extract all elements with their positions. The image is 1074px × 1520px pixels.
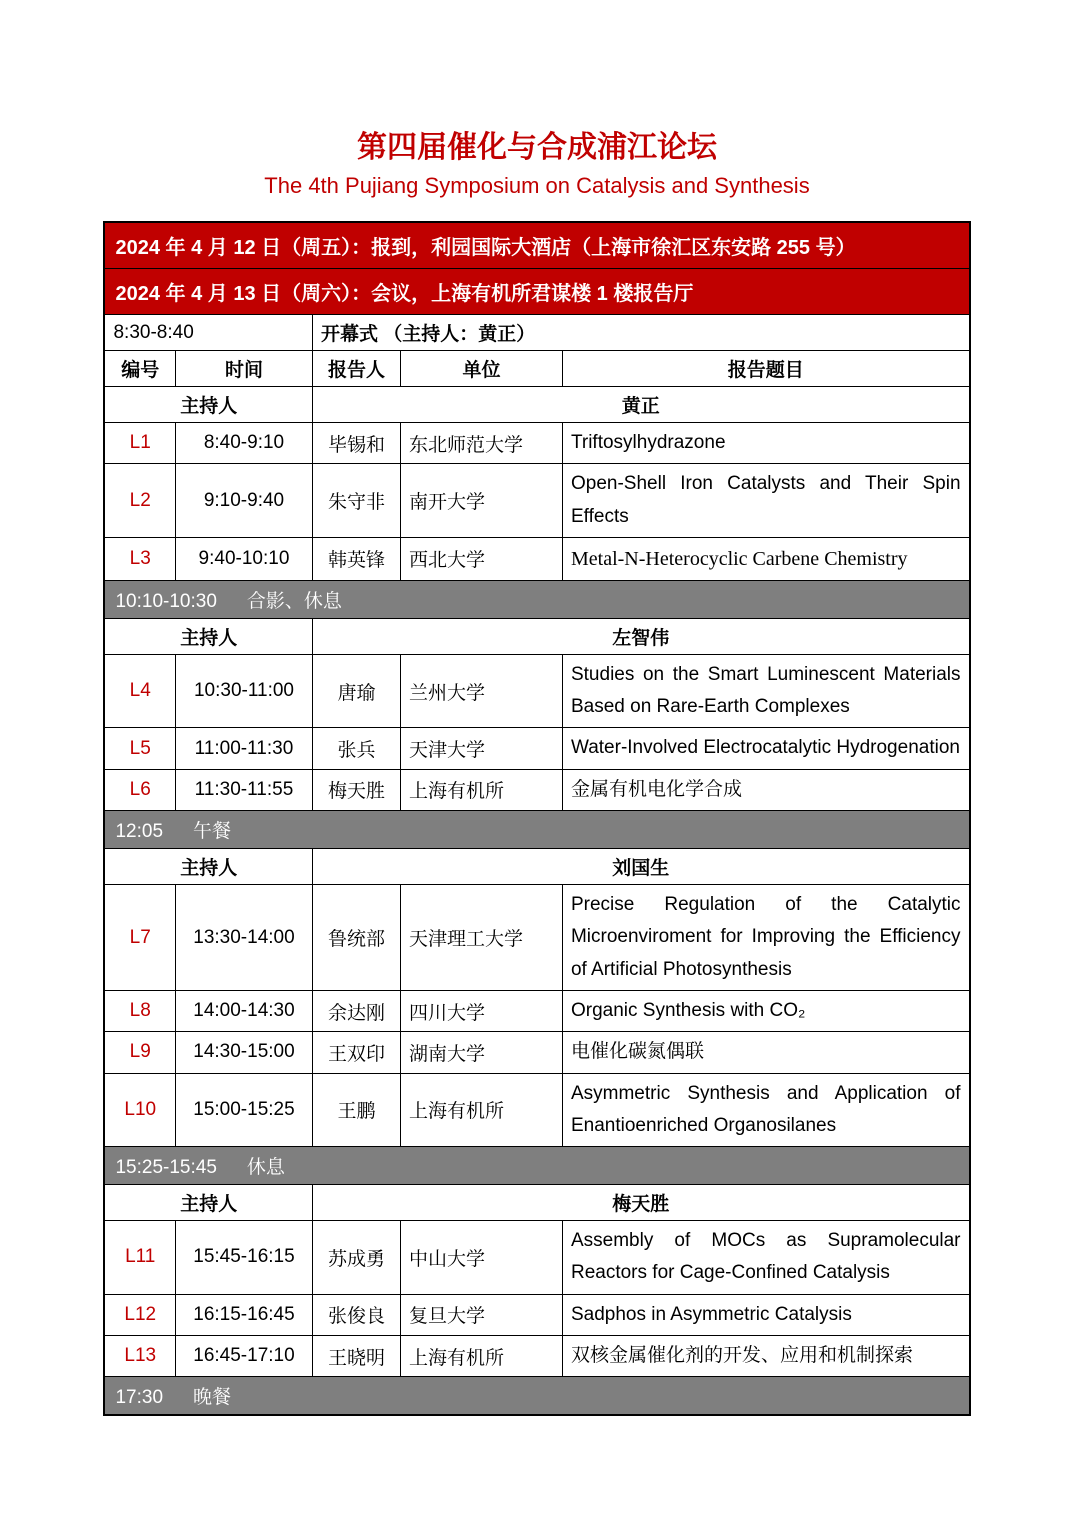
talk-time: 15:45-16:15: [175, 1221, 312, 1295]
talk-affiliation: 南开大学: [400, 464, 562, 538]
talk-title: Water-Involved Electrocatalytic Hydrogenation: [562, 728, 969, 769]
chair-name: 左智伟: [312, 618, 969, 654]
talk-affiliation: 上海有机所: [400, 769, 562, 810]
break-banner: [104, 1377, 969, 1416]
talk-affiliation: 上海有机所: [400, 1073, 562, 1147]
talk-id: L1: [104, 423, 175, 464]
page-subtitle: The 4th Pujiang Symposium on Catalysis and Synthesis: [264, 173, 810, 198]
talk-row: [104, 990, 969, 1031]
chair-row: [104, 1185, 969, 1221]
talk-speaker: 苏成勇: [312, 1221, 400, 1295]
break-time: 12:05: [115, 821, 164, 843]
talk-row: [104, 1294, 969, 1335]
talk-affiliation: 中山大学: [400, 1221, 562, 1295]
talk-row: [104, 1221, 969, 1295]
talk-speaker: 唐瑜: [312, 654, 400, 728]
talk-affiliation: 天津大学: [400, 728, 562, 769]
talk-affiliation: 东北师范大学: [400, 423, 562, 464]
talk-id: L8: [104, 990, 175, 1031]
column-header: 单位: [400, 351, 562, 387]
talk-time: 9:40-10:10: [175, 537, 312, 580]
chair-label: 主持人: [104, 1185, 312, 1221]
header-row: [104, 351, 969, 387]
opening-time: 8:30-8:40: [104, 315, 312, 351]
break-label: 休息: [246, 1157, 285, 1179]
talk-time: 13:30-14:00: [175, 885, 312, 991]
talk-row: [104, 885, 969, 991]
talk-id: L5: [104, 728, 175, 769]
talk-speaker: 王鹏: [312, 1073, 400, 1147]
talk-affiliation: 兰州大学: [400, 654, 562, 728]
talk-title: Open-Shell Iron Catalysts and Their Spin Effects: [562, 464, 969, 538]
chair-row: [104, 387, 969, 423]
column-header: 报告人: [312, 351, 400, 387]
talk-time: 14:00-14:30: [175, 990, 312, 1031]
break-time: 17:30: [115, 1387, 164, 1409]
talk-title: 电催化碳氮偶联: [562, 1032, 969, 1073]
talk-speaker: 朱守非: [312, 464, 400, 538]
talk-affiliation: 西北大学: [400, 537, 562, 580]
talk-affiliation: 四川大学: [400, 990, 562, 1031]
talk-id: L10: [104, 1073, 175, 1147]
talk-id: L6: [104, 769, 175, 810]
talk-title: Assembly of MOCs as Supramolecular Reactors for Cage-Confined Catalysis: [562, 1221, 969, 1295]
talk-time: 16:45-17:10: [175, 1336, 312, 1377]
column-header: 报告题目: [562, 351, 969, 387]
talk-id: L12: [104, 1294, 175, 1335]
talk-row: [104, 1032, 969, 1073]
chair-row: [104, 618, 969, 654]
talk-speaker: 韩英锋: [312, 537, 400, 580]
talk-affiliation: 天津理工大学: [400, 885, 562, 991]
talk-time: 10:30-11:00: [175, 654, 312, 728]
talk-id: L7: [104, 885, 175, 991]
talk-id: L9: [104, 1032, 175, 1073]
program-table: [103, 221, 970, 1416]
talk-affiliation: 复旦大学: [400, 1294, 562, 1335]
talk-row: [104, 1336, 969, 1377]
talk-time: 15:00-15:25: [175, 1073, 312, 1147]
talk-title: 双核金属催化剂的开发、应用和机制探索: [562, 1336, 969, 1377]
talk-speaker: 余达刚: [312, 990, 400, 1031]
talk-id: L11: [104, 1221, 175, 1295]
talk-title: Sadphos in Asymmetric Catalysis: [562, 1294, 969, 1335]
chair-name: 刘国生: [312, 849, 969, 885]
break-row: [104, 1377, 969, 1416]
talk-id: L13: [104, 1336, 175, 1377]
chair-label: 主持人: [104, 618, 312, 654]
break-label: 合影、休息: [246, 590, 342, 612]
chair-name: 梅天胜: [312, 1185, 969, 1221]
talk-title: Metal-N-Heterocyclic Carbene Chemistry: [562, 537, 969, 580]
talk-speaker: 王晓明: [312, 1336, 400, 1377]
chair-row: [104, 849, 969, 885]
break-time: 15:25-15:45: [115, 1157, 217, 1179]
break-banner: [104, 1147, 969, 1185]
talk-speaker: 鲁统部: [312, 885, 400, 991]
talk-title: Precise Regulation of the Catalytic Microenviroment for Improving the Efficiency of Artificial Photosynthesis: [562, 885, 969, 991]
break-row: [104, 580, 969, 618]
talk-id: L4: [104, 654, 175, 728]
talk-row: [104, 1073, 969, 1147]
talk-speaker: 王双印: [312, 1032, 400, 1073]
break-time: 10:10-10:30: [115, 590, 217, 612]
chair-name: 黄正: [312, 387, 969, 423]
break-row: [104, 811, 969, 849]
talk-row: [104, 537, 969, 580]
talk-row: [104, 423, 969, 464]
talk-speaker: 毕锡和: [312, 423, 400, 464]
chair-label: 主持人: [104, 387, 312, 423]
opening-session-title: 开幕式 （主持人：黄正）: [312, 315, 969, 351]
talk-row: [104, 654, 969, 728]
talk-title: 金属有机电化学合成: [562, 769, 969, 810]
date-banner: 2024 年 4 月 12 日（周五）：报到，利园国际大酒店（上海市徐汇区东安路 255 号）: [104, 222, 969, 269]
talk-row: [104, 728, 969, 769]
page-title: 第四届催化与合成浦江论坛: [357, 131, 717, 164]
talk-time: 9:10-9:40: [175, 464, 312, 538]
break-banner: [104, 811, 969, 849]
talk-affiliation: 上海有机所: [400, 1336, 562, 1377]
chair-label: 主持人: [104, 849, 312, 885]
talk-affiliation: 湖南大学: [400, 1032, 562, 1073]
talk-id: L3: [104, 537, 175, 580]
column-header: 编号: [104, 351, 175, 387]
talk-title: Organic Synthesis with CO₂: [562, 990, 969, 1031]
talk-title: Triftosylhydrazone: [562, 423, 969, 464]
break-banner: [104, 580, 969, 618]
talk-speaker: 梅天胜: [312, 769, 400, 810]
talk-speaker: 张兵: [312, 728, 400, 769]
break-row: [104, 1147, 969, 1185]
banner-row: [104, 222, 969, 269]
talk-time: 8:40-9:10: [175, 423, 312, 464]
column-header: 时间: [175, 351, 312, 387]
date-banner: 2024 年 4 月 13 日（周六）：会议，上海有机所君谋楼 1 楼报告厅: [104, 269, 969, 315]
talk-time: 16:15-16:45: [175, 1294, 312, 1335]
talk-time: 14:30-15:00: [175, 1032, 312, 1073]
talk-time: 11:30-11:55: [175, 769, 312, 810]
talk-row: [104, 464, 969, 538]
program-table-body: [104, 222, 969, 1415]
talk-title: Asymmetric Synthesis and Application of Enantioenriched Organosilanes: [562, 1073, 969, 1147]
break-label: 晚餐: [193, 1387, 232, 1409]
talk-title: Studies on the Smart Luminescent Materials Based on Rare-Earth Complexes: [562, 654, 969, 728]
opening-row: [104, 315, 969, 351]
talk-speaker: 张俊良: [312, 1294, 400, 1335]
talk-id: L2: [104, 464, 175, 538]
talk-row: [104, 769, 969, 810]
talk-time: 11:00-11:30: [175, 728, 312, 769]
banner-row: [104, 269, 969, 315]
break-label: 午餐: [193, 821, 232, 843]
